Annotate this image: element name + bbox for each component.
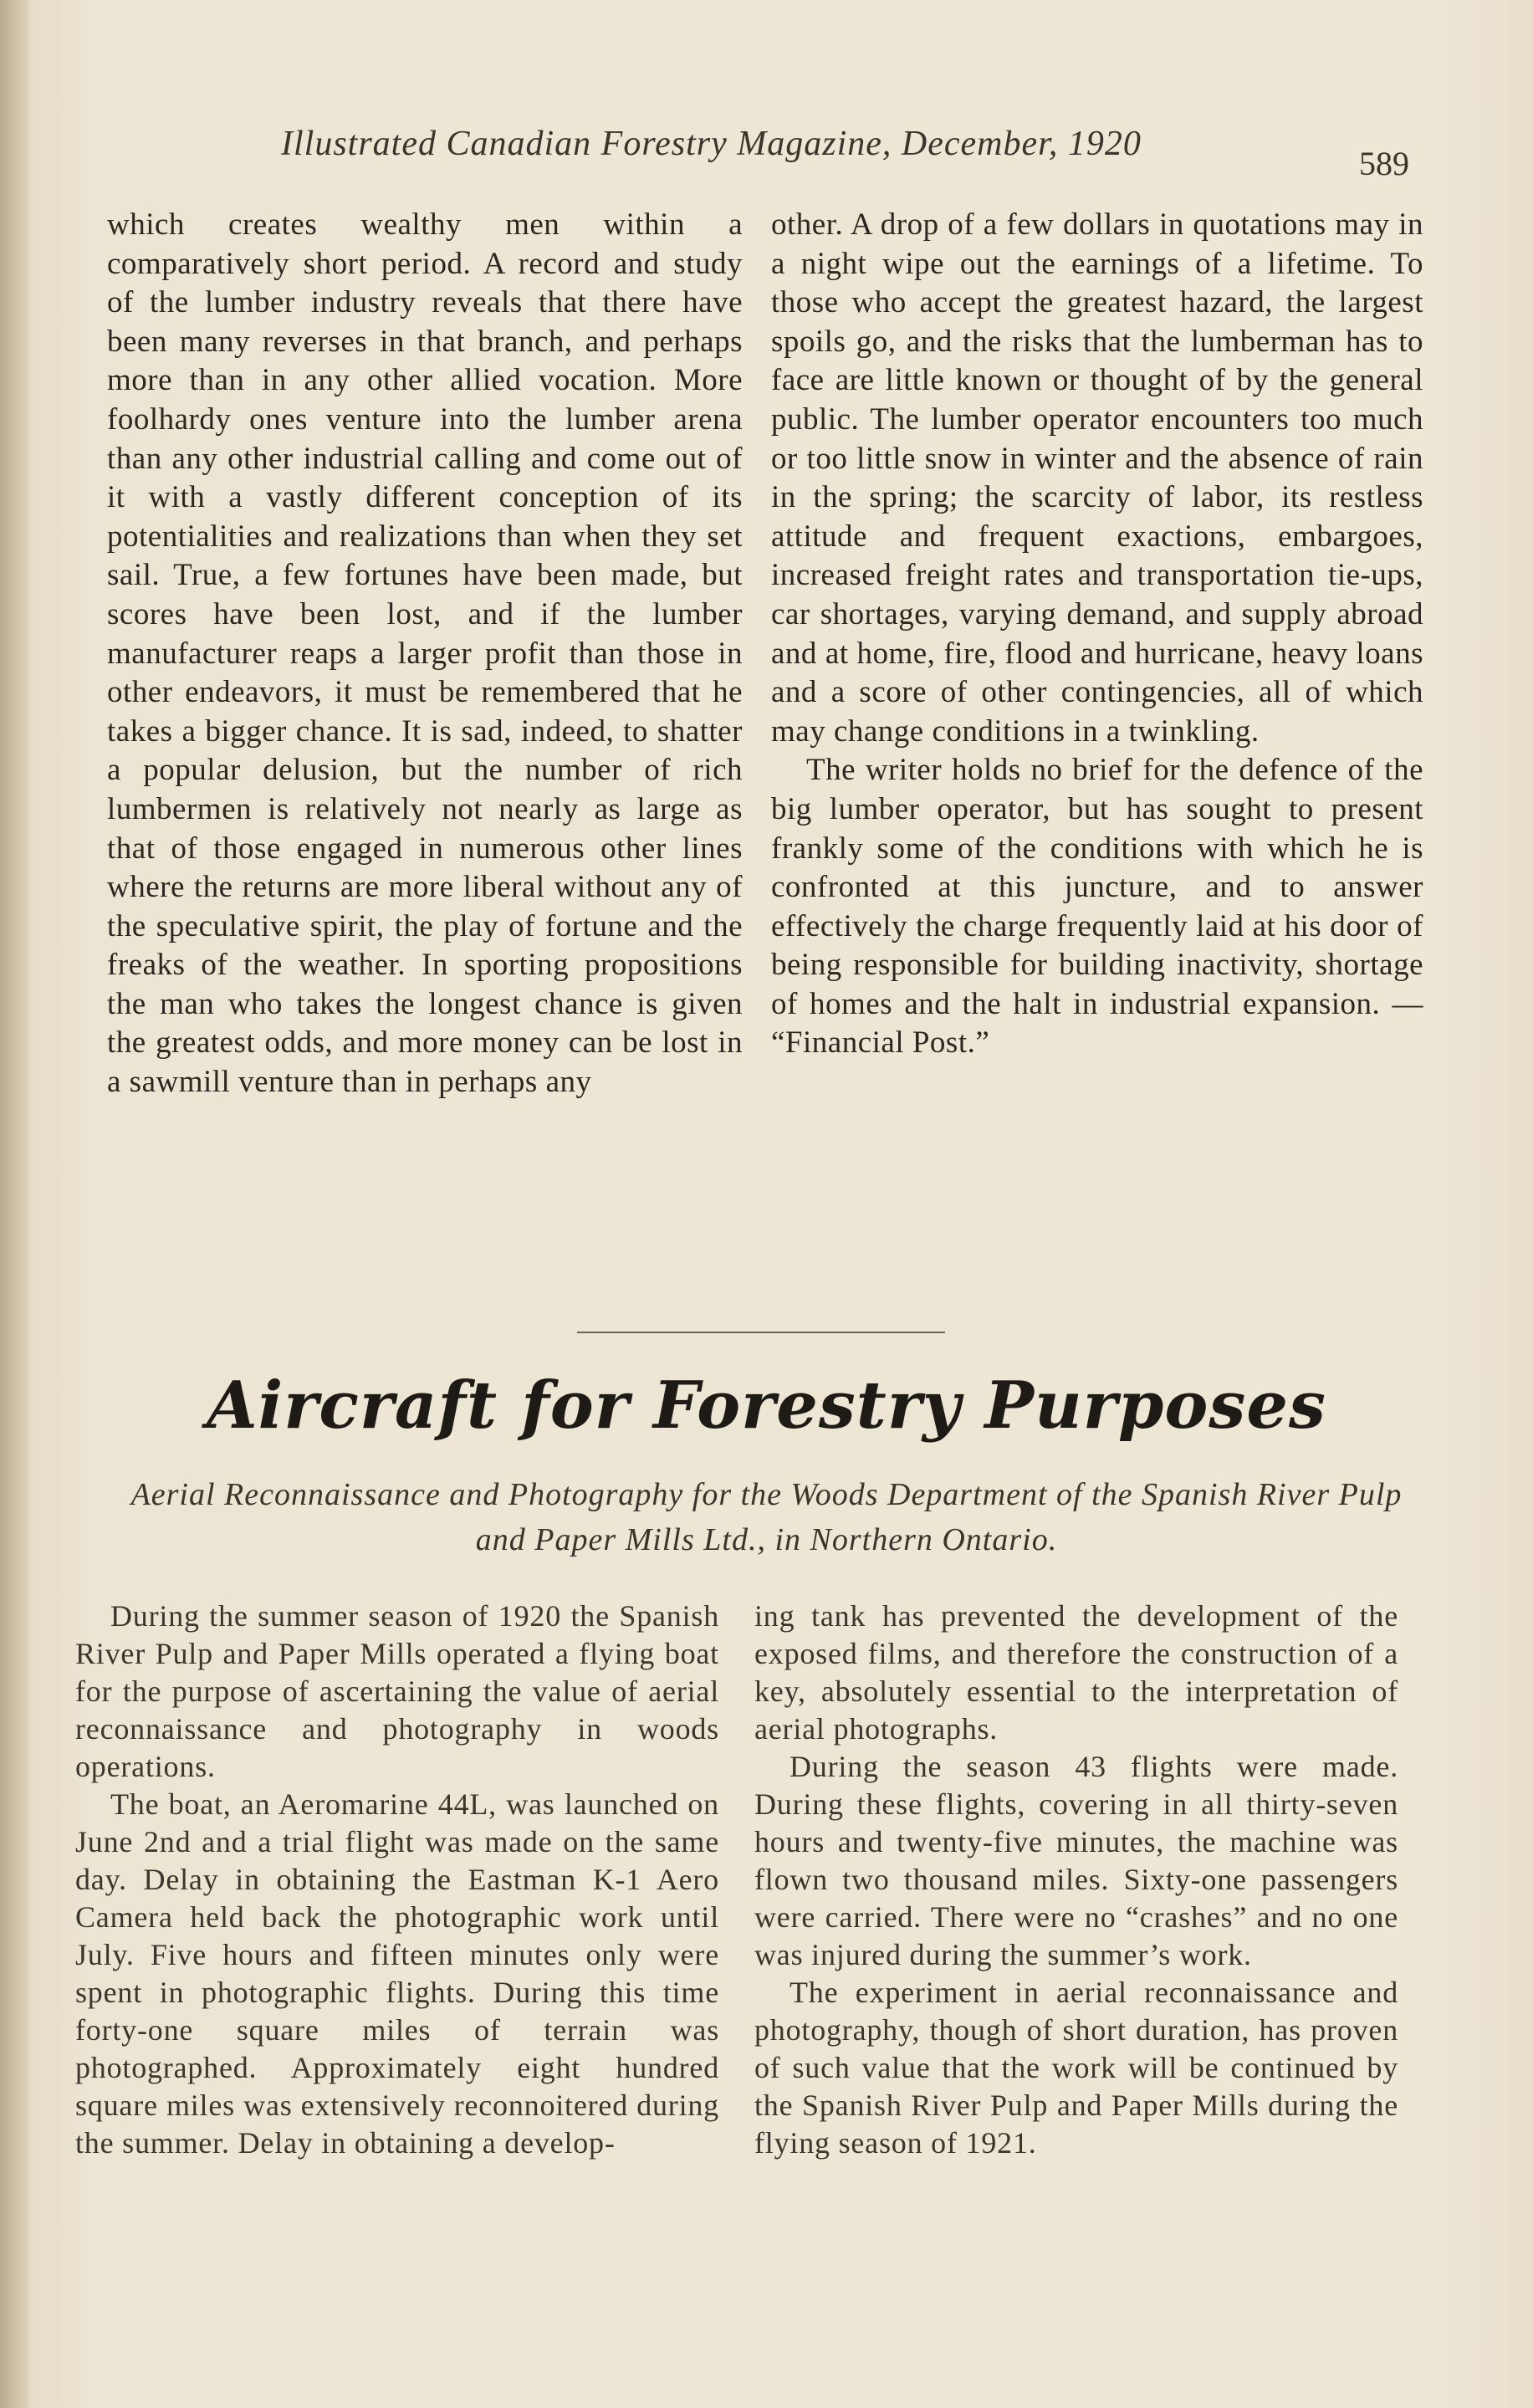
running-head: Illustrated Canadian Forestry Magazine, December, 1920 xyxy=(281,125,1142,163)
article-right-column xyxy=(754,1598,1398,2162)
paragraph: The writer holds no brief for the defence of the big lumber operator, but has sought to present frankly some of the conditions with which he is confronted at this juncture, and to answer effectively the charge frequently laid at his door of being responsible for building inactivity, shortage of homes and the halt in industrial expansion. — “Financial Post.” xyxy=(771,753,1423,1061)
article-subtitle: Aerial Reconnaissance and Photography for the Woods Department of the Spanish River Pulp and Paper Mills Ltd., in Northern Ontario. xyxy=(130,1477,1403,1557)
paragraph: The experiment in aerial reconnaissance and photography, though of short duration, has proven of such value that the work will be continued by the Spanish River Pulp and Paper Mills during the flying season of 1921. xyxy=(754,1976,1398,2160)
paragraph: The boat, an Aeromarine 44L, was launched on June 2nd and a trial flight was made on the same day. Delay in obtaining the Eastman K-1 Aero Camera held back the photographic work until July. Five hours and fifteen minutes only were spent in photographic flights. During this time forty-one square miles of terrain was photographed. Approximately eight hundred square miles was extensively reconnoitered during the summer. Delay in obtaining a develop- xyxy=(75,1787,719,2160)
paragraph: During the season 43 flights were made. During these flights, covering in all thirty-seven hours and twenty-five minutes, the machine was flown two thousand miles. Sixty-one passengers were carried. There were no “crashes” and no one was injured during the summer’s work. xyxy=(754,1750,1398,1971)
page-number: 589 xyxy=(1359,145,1409,182)
paragraph: which creates wealthy men within a comparatively short period. A record and study of the lumber industry reveals that there have been many reverses in that branch, and perhaps more than in any other allied vocation. More foolhardy ones venture into the lumber arena than any other industrial calling and come out of it with a vastly different conception of its potentialities and realizations than when they set sail. True, a few fortunes have been made, but scores have been lost, and if the lumber manufacturer reaps a larger profit than those in other endeavors, it must be remembered that he takes a bigger chance. It is sad, indeed, to shatter a popular delusion, but the number of rich lumbermen is relatively not nearly as large as that of those engaged in numerous other lines where the returns are more liberal without any of the speculative spirit, the play of fortune and the freaks of the weather. In sporting propositions the man who takes the longest chance is given the greatest odds, and more money can be lost in a sawmill venture than in perhaps any xyxy=(107,207,743,1100)
paragraph: other. A drop of a few dollars in quotations may in a night wipe out the earnings of a lifetime. To those who accept the greatest hazard, the largest spoils go, and the risks that the lumberman has to face are little known or thought of by the general public. The lumber operator encounters too much or too little snow in winter and the absence of rain in the spring; the scarcity of labor, its restless attitude and frequent exactions, embargoes, increased freight rates and transportation tie-ups, car shortages, varying demand, and supply abroad and at home, fire, flood and hurricane, heavy loans and a score of other contingencies, all of which may change conditions in a twinkling. xyxy=(771,207,1423,749)
page-binding-edge xyxy=(0,0,28,2408)
top-right-column xyxy=(771,206,1423,1063)
article-title: Aircraft for Forestry Purposes xyxy=(207,1368,1326,1444)
paragraph: ing tank has prevented the development of the exposed films, and therefore the construction of a key, absolutely essential to the interpretation of aerial photographs. xyxy=(754,1599,1398,1746)
paragraph: During the summer season of 1920 the Spanish River Pulp and Paper Mills operated a flying boat for the purpose of ascertaining the value of aerial reconnaissance and photography in woods operations. xyxy=(75,1599,719,1783)
top-left-column xyxy=(107,206,743,1102)
article-left-column xyxy=(75,1598,719,2162)
section-divider xyxy=(577,1332,945,1333)
